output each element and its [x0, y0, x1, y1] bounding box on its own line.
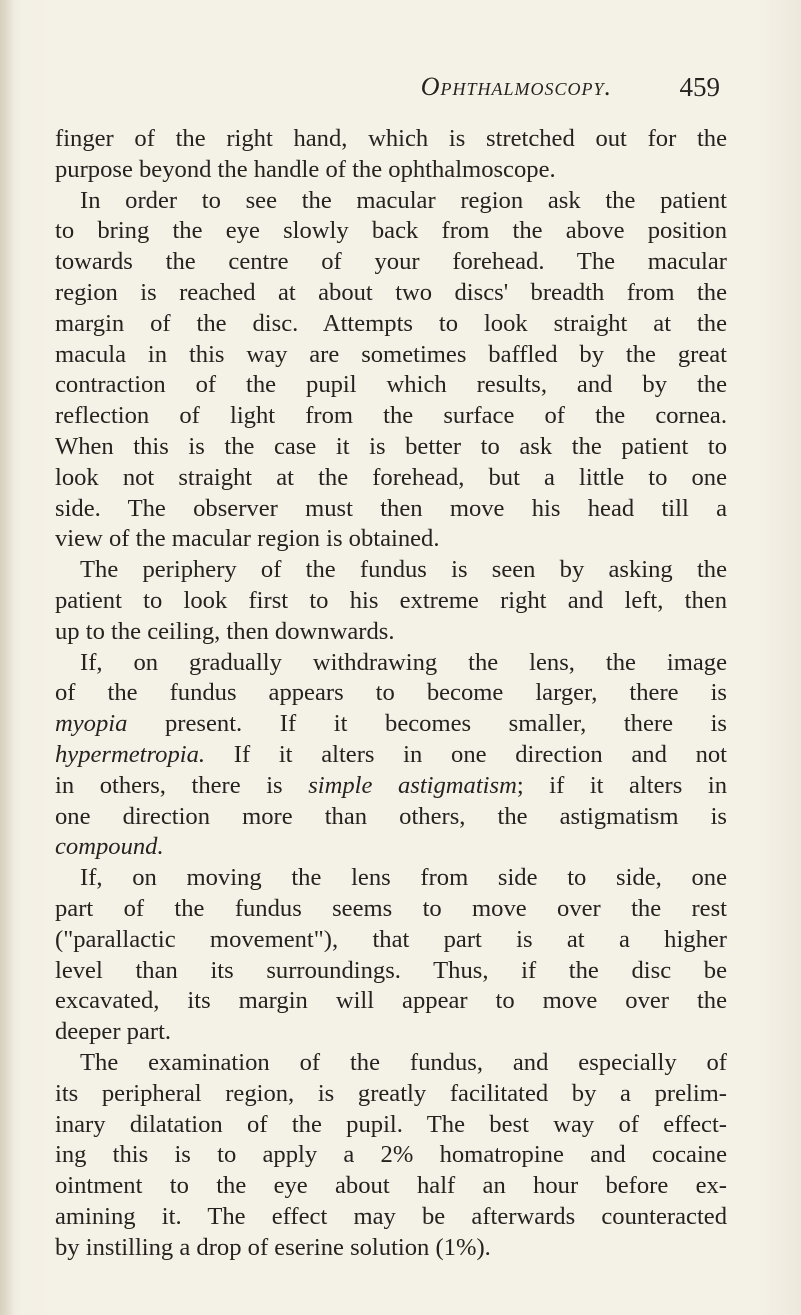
- text-line: [55, 709, 727, 740]
- text-line: [55, 771, 727, 802]
- text-line: If, on moving the lens from side to side, one: [80, 864, 727, 892]
- text-line: part of the fundus seems to move over the rest: [55, 894, 727, 922]
- text-line: look not straight at the forehead, but a little to one: [55, 463, 727, 491]
- text-line: region is reached at about two discs' breadth from the: [55, 278, 727, 306]
- text-segment: present. If it becomes smaller, there is: [127, 710, 727, 738]
- italic-term: hypermetropia.: [55, 740, 206, 768]
- text-line: The periphery of the fundus is seen by asking the: [80, 556, 727, 584]
- text-line: [55, 832, 727, 863]
- text-line: side. The observer must then move his head till a: [55, 494, 727, 522]
- text-line: level than its surroundings. Thus, if the disc be: [55, 956, 727, 984]
- text-line: macula in this way are sometimes baffled by the great: [55, 340, 727, 368]
- italic-term: myopia: [55, 710, 128, 738]
- text-line: If, on gradually withdrawing the lens, the image: [80, 648, 727, 676]
- text-line: its peripheral region, is greatly facilitated by a prelim-: [55, 1079, 727, 1107]
- text-line: When this is the case it is better to ask the patient to: [55, 432, 727, 460]
- running-head: [55, 72, 720, 108]
- italic-term: simple astigmatism: [308, 771, 517, 799]
- page-gutter-shadow: [0, 0, 14, 1315]
- text-segment: ; if it alters in: [516, 771, 727, 799]
- running-title: Ophthalmoscopy.: [420, 72, 612, 101]
- text-line: reflection of light from the surface of the cornea.: [55, 402, 727, 430]
- text-line: contraction of the pupil which results, and by the: [55, 371, 727, 399]
- page-number: 459: [679, 72, 720, 102]
- text-line: up to the ceiling, then downwards.: [55, 617, 395, 645]
- body-text: [55, 124, 727, 1263]
- text-line: view of the macular region is obtained.: [55, 525, 440, 553]
- text-segment: If it alters in one direction and not: [205, 740, 727, 768]
- text-line: In order to see the macular region ask the patient: [80, 186, 727, 214]
- text-line: amining it. The effect may be afterwards counteracted: [55, 1202, 727, 1230]
- text-line: deeper part.: [55, 1018, 172, 1046]
- text-line: towards the centre of your forehead. The macular: [55, 248, 727, 276]
- text-line: ing this is to apply a 2% homatropine and cocaine: [55, 1141, 727, 1169]
- text-line: ointment to the eye about half an hour before ex-: [55, 1172, 727, 1200]
- text-line: finger of the right hand, which is stretched out for the: [55, 125, 727, 152]
- text-segment: in others, there is: [55, 771, 309, 799]
- text-line: excavated, its margin will appear to move over the: [55, 987, 727, 1015]
- text-line: margin of the disc. Attempts to look straight at the: [55, 309, 727, 337]
- text-line: patient to look first to his extreme right and left, then: [55, 586, 727, 614]
- text-line: one direction more than others, the astigmatism is: [55, 802, 727, 830]
- text-line: inary dilatation of the pupil. The best way of effect-: [55, 1110, 727, 1138]
- text-line: ("parallactic movement"), that part is at a higher: [55, 925, 727, 953]
- italic-term: compound.: [55, 833, 164, 861]
- text-line: to bring the eye slowly back from the above position: [55, 217, 727, 245]
- text-line: The examination of the fundus, and especially of: [80, 1048, 727, 1076]
- text-line: by instilling a drop of eserine solution (1%).: [55, 1233, 491, 1261]
- text-line: purpose beyond the handle of the ophthalmoscope.: [55, 155, 556, 183]
- text-line: [55, 740, 727, 771]
- text-line: of the fundus appears to become larger, there is: [55, 679, 727, 707]
